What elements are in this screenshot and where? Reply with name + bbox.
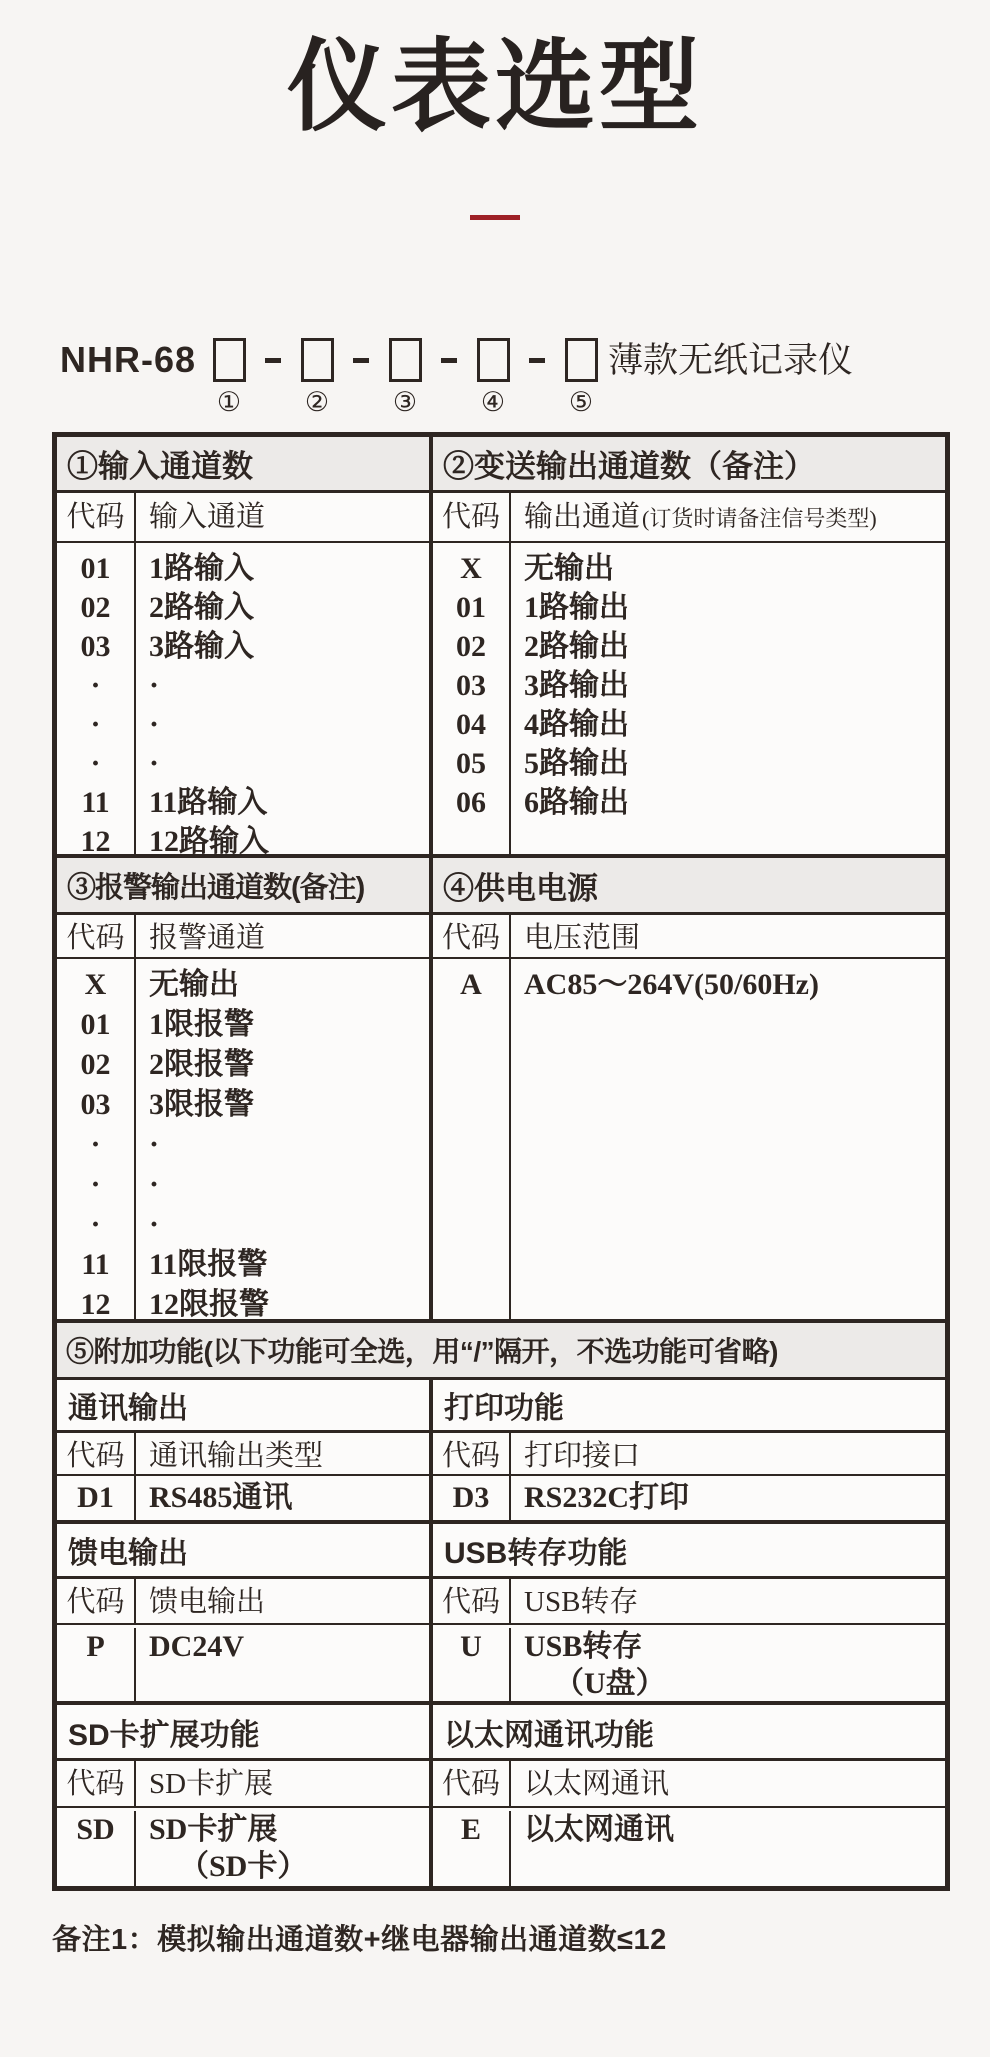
eth-data: [433, 1808, 945, 1886]
subsection-header-row-sd-eth: [57, 1705, 945, 1761]
code-value: A: [460, 968, 482, 1001]
code-value: 01: [456, 591, 486, 624]
section3-code-header: 代码: [57, 915, 136, 957]
section2-column-headers: [433, 493, 945, 541]
eth-code-header: 代码: [433, 1761, 511, 1806]
option-label: 2限报警: [149, 1048, 254, 1081]
section3-data: [57, 959, 433, 1319]
section1-label-header: 输入通道: [149, 501, 266, 533]
code-value: 12: [80, 825, 111, 858]
section1-column-headers: [57, 493, 433, 541]
usb-column-headers: [433, 1579, 945, 1623]
code-value: E: [460, 1813, 481, 1846]
print-data: [433, 1476, 945, 1520]
section4-column-headers: [433, 915, 945, 957]
section3-labels: [136, 959, 429, 1319]
label-ellipsis: ·: [149, 708, 160, 741]
model-dash-2: [353, 358, 369, 363]
usb-data: [433, 1625, 945, 1701]
code-value: 06: [456, 786, 486, 819]
eth-codes: [433, 1811, 511, 1886]
model-slot-2: [294, 338, 340, 416]
option-label: 3路输出: [524, 669, 629, 702]
option-label: 4路输出: [524, 708, 629, 741]
usb-header-cell: [433, 1524, 945, 1576]
code-ellipsis: ·: [90, 708, 101, 741]
comm-header-cell: [57, 1380, 433, 1430]
model-slot-4: [470, 338, 516, 416]
section5-title: ⑤附加功能(以下功能可全选，用“/”隔开，不选功能可省略): [66, 1336, 778, 1367]
code-value: 11: [81, 786, 110, 819]
feed-codes: [57, 1628, 136, 1701]
code-value: 01: [80, 1008, 111, 1041]
option-label: 11限报警: [149, 1248, 268, 1281]
section1-code-header: 代码: [57, 493, 136, 541]
section3-column-headers: [57, 915, 433, 957]
code-ellipsis: ·: [90, 747, 101, 780]
option-label: RS232C打印: [524, 1481, 690, 1514]
sd-title: SD卡扩展功能: [68, 1718, 260, 1752]
sd-column-headers: [57, 1761, 433, 1806]
sd-label-header: SD卡扩展: [149, 1768, 274, 1800]
section1-title: ①输入通道数: [67, 449, 253, 484]
feed-column-headers: [57, 1579, 433, 1623]
model-suffix: 薄款无纸记录仪: [608, 341, 854, 380]
print-codes: [433, 1476, 511, 1520]
subsection-header-row-feed-usb: [57, 1524, 945, 1579]
data-row-feed-usb: [57, 1625, 945, 1705]
code-value: D1: [77, 1481, 114, 1514]
model-code-line: [60, 338, 990, 416]
option-label: 5路输出: [524, 747, 629, 780]
label-ellipsis: ·: [149, 1208, 160, 1241]
section2-label-header-main: 输出通道: [524, 501, 641, 533]
section5-header-row: [57, 1323, 945, 1380]
section3-header-cell: [57, 858, 433, 912]
feed-data: [57, 1625, 433, 1701]
option-label: 无输出: [524, 552, 614, 585]
feed-code-header: 代码: [57, 1579, 136, 1623]
model-dash-4: [529, 358, 545, 363]
code-value: 12: [80, 1288, 111, 1321]
footnote: 备注1：模拟输出通道数+继电器输出通道数≤12: [52, 1924, 667, 1956]
eth-labels: [511, 1811, 945, 1886]
code-ellipsis: ·: [90, 1168, 101, 1201]
option-label: DC24V: [149, 1630, 244, 1663]
section3-title: ③报警输出通道数(备注): [67, 871, 365, 904]
section4-labels: [511, 959, 945, 1319]
comm-code-header: 代码: [57, 1433, 136, 1474]
section-header-row-34: [57, 858, 945, 915]
model-dash-1: [265, 358, 281, 363]
model-slot-3: [382, 338, 428, 416]
section3-codes: [57, 959, 136, 1319]
code-value: U: [460, 1630, 482, 1663]
position-marker-4: ④: [480, 387, 506, 417]
comm-column-headers: [57, 1433, 433, 1474]
print-label-header: 打印接口: [524, 1440, 641, 1472]
eth-label-header: 以太网通讯: [524, 1768, 670, 1800]
option-label: 12限报警: [149, 1288, 269, 1321]
code-value: 03: [80, 1088, 111, 1121]
code-value: P: [86, 1630, 105, 1663]
selection-table: [52, 432, 950, 1891]
section4-codes: [433, 959, 511, 1319]
model-box-5: [565, 338, 598, 382]
page-title: 仪表选型: [287, 31, 703, 143]
code-value: 03: [456, 669, 486, 702]
code-ellipsis: ·: [90, 1128, 101, 1161]
usb-code-header: 代码: [433, 1579, 511, 1623]
data-row-comm-print: [57, 1476, 945, 1524]
position-marker-2: ②: [304, 387, 330, 417]
section1-data: [57, 543, 433, 858]
section4-data: [433, 959, 945, 1319]
sd-code-header: 代码: [57, 1761, 136, 1806]
column-header-row-feed-usb: [57, 1579, 945, 1625]
usb-label-header: USB转存: [524, 1586, 639, 1618]
code-value: 02: [456, 630, 486, 663]
column-header-row-sd-eth: [57, 1761, 945, 1808]
option-label-line2: （SD卡）: [179, 1850, 308, 1883]
data-row-sd-eth: [57, 1808, 945, 1886]
print-labels: [511, 1476, 945, 1520]
feed-header-cell: [57, 1524, 433, 1576]
sd-codes: [57, 1811, 136, 1886]
section4-label-header: 电压范围: [524, 922, 641, 954]
code-value: 01: [80, 552, 111, 585]
section2-labels: [511, 543, 945, 854]
data-block-12: [57, 543, 945, 858]
code-value: 02: [80, 1048, 111, 1081]
option-label: 1限报警: [149, 1008, 254, 1041]
print-header-cell: [433, 1380, 945, 1430]
section2-label-header: [511, 493, 945, 541]
model-box-2: [301, 338, 334, 382]
option-label-line2: （U盘）: [554, 1667, 666, 1700]
label-ellipsis: ·: [149, 747, 160, 780]
comm-label-header: 通讯输出类型: [149, 1440, 324, 1472]
section2-code-header: 代码: [433, 493, 511, 541]
eth-column-headers: [433, 1761, 945, 1806]
option-label: USB转存: [524, 1630, 643, 1663]
code-value: 05: [456, 747, 486, 780]
print-code-header: 代码: [433, 1433, 511, 1474]
comm-title: 通讯输出: [68, 1392, 188, 1425]
code-value: D3: [452, 1481, 490, 1514]
code-ellipsis: ·: [90, 1208, 101, 1241]
option-label: SD卡扩展: [149, 1813, 278, 1846]
model-slot-1: [206, 338, 252, 416]
usb-codes: [433, 1628, 511, 1701]
option-label: 1路输入: [149, 552, 254, 585]
position-marker-5: ⑤: [568, 387, 594, 417]
model-slot-5: [558, 338, 604, 416]
section-header-row-12: [57, 437, 945, 493]
section1-codes: [57, 543, 136, 858]
eth-header-cell: [433, 1705, 945, 1758]
code-value: X: [84, 968, 107, 1001]
comm-data: [57, 1476, 433, 1520]
position-marker-1: ①: [216, 387, 242, 417]
code-value: 04: [456, 708, 486, 741]
feed-labels: [136, 1628, 429, 1701]
column-header-row-34: [57, 915, 945, 959]
section4-code-header: 代码: [433, 915, 511, 957]
model-box-3: [389, 338, 422, 382]
label-ellipsis: ·: [149, 669, 160, 702]
print-title: 打印功能: [444, 1392, 564, 1425]
sd-labels: [136, 1811, 429, 1886]
section4-header-cell: [433, 858, 945, 912]
model-dash-3: [441, 358, 457, 363]
code-value: SD: [76, 1813, 115, 1846]
section2-codes: [433, 543, 511, 854]
model-prefix: NHR-68: [60, 339, 197, 380]
code-value: 11: [81, 1248, 110, 1281]
option-label: AC85～264V(50/60Hz): [524, 968, 819, 1001]
section2-data: [433, 543, 945, 854]
section1-labels: [136, 543, 429, 858]
eth-title: 以太网通讯功能: [444, 1718, 654, 1752]
label-ellipsis: ·: [149, 1168, 160, 1201]
column-header-row-comm-print: [57, 1433, 945, 1476]
label-ellipsis: ·: [149, 1128, 160, 1161]
option-label: 1路输出: [524, 591, 629, 624]
section3-label-header: 报警通道: [149, 922, 266, 954]
usb-labels: [511, 1628, 945, 1701]
section2-header-cell: [433, 437, 945, 490]
code-value: 02: [80, 591, 111, 624]
feed-label-header: 馈电输出: [149, 1586, 266, 1618]
print-column-headers: [433, 1433, 945, 1474]
code-value: X: [460, 552, 482, 585]
subsection-header-row-comm-print: [57, 1380, 945, 1433]
position-marker-3: ③: [392, 387, 418, 417]
option-label: 2路输入: [149, 591, 254, 624]
option-label: 以太网通讯: [524, 1813, 674, 1846]
option-label: 2路输出: [524, 630, 629, 663]
option-label: 12路输入: [149, 825, 269, 858]
usb-title: USB转存功能: [444, 1537, 628, 1570]
data-block-34: [57, 959, 945, 1323]
sd-data: [57, 1808, 433, 1886]
section2-label-note: (订货时请备注信号类型): [642, 506, 877, 531]
section4-title: ④供电电源: [443, 870, 598, 906]
feed-title: 馈电输出: [68, 1537, 188, 1570]
option-label: 6路输出: [524, 786, 629, 819]
model-box-1: [213, 338, 246, 382]
column-header-row-12: [57, 493, 945, 543]
option-label: 11路输入: [149, 786, 268, 819]
title-accent-dash: [470, 215, 520, 220]
model-box-4: [477, 338, 510, 382]
option-label: 3路输入: [149, 630, 254, 663]
code-ellipsis: ·: [90, 669, 101, 702]
section1-header-cell: [57, 437, 433, 490]
option-label: 3限报警: [149, 1088, 254, 1121]
code-value: 03: [80, 630, 111, 663]
comm-codes: [57, 1476, 136, 1520]
section2-title: ②变送输出通道数（备注）: [443, 449, 815, 484]
option-label: RS485通讯: [149, 1481, 293, 1514]
page: [0, 30, 990, 1958]
sd-header-cell: [57, 1705, 433, 1758]
comm-labels: [136, 1476, 429, 1520]
option-label: 无输出: [149, 968, 239, 1001]
